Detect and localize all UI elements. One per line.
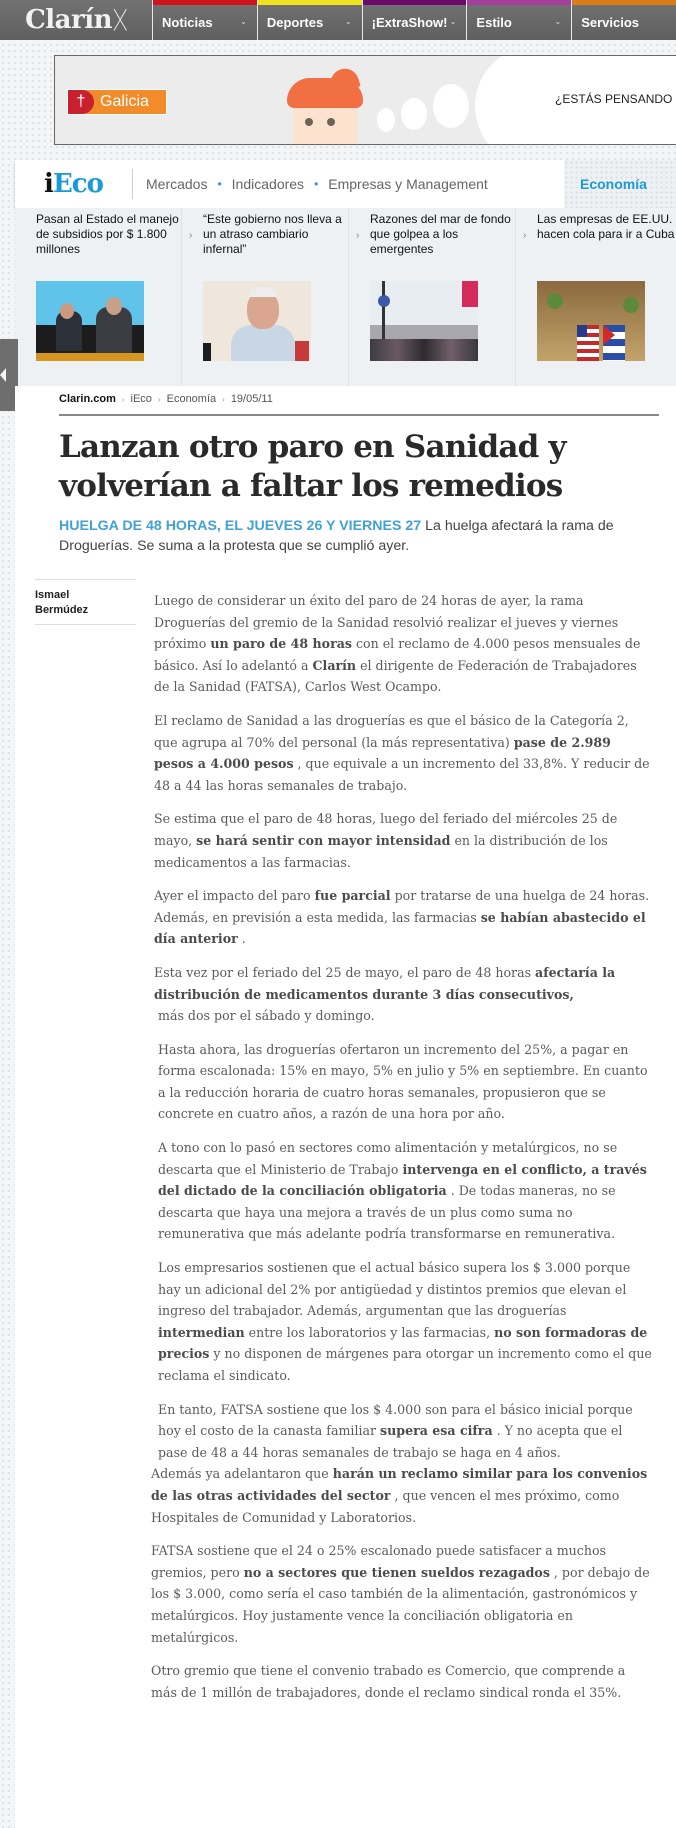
- nav-item-noticias[interactable]: [152, 0, 257, 40]
- chevron-left-icon: [0, 368, 6, 382]
- ieco-link-economia-active[interactable]: Economía: [564, 160, 676, 208]
- ieco-logo[interactable]: [15, 169, 132, 199]
- paragraph-text: Ayer el impacto del paro: [154, 888, 315, 904]
- article-paragraph: [151, 1660, 654, 1703]
- breadcrumb: [59, 393, 273, 405]
- paragraph-text: FATSA sostiene que el 24 o 25% escalonado puede satisfacer a muchos gremios, pero: [151, 1543, 607, 1580]
- article-paragraph: [154, 1039, 654, 1125]
- related-story-title[interactable]: Razones del mar de fondo que golpea a los emergentes: [370, 212, 511, 256]
- thought-bubble: [401, 98, 427, 130]
- related-stories: [15, 208, 676, 386]
- paragraph-emphasis: afectaría la distribución de medicamentos durante 3 días consecutivos,: [154, 964, 616, 1002]
- dot-separator-icon: •: [314, 177, 319, 191]
- paragraph-emphasis: intermedian: [158, 1324, 245, 1340]
- paragraph-text: Luego de considerar un éxito del paro de 24 horas de ayer, la rama Droguerías del gremio de la Sanidad resolvió realizar el jueves y viernes próximo: [154, 593, 619, 652]
- article-paragraph: [154, 808, 654, 873]
- chevron-down-icon: ⌄: [344, 17, 352, 26]
- nav-label: Estilo: [476, 14, 512, 30]
- paragraph-emphasis: pase de 2.989 pesos a 4.000 pesos: [154, 734, 611, 772]
- nav-color-bar: [467, 0, 571, 5]
- article-paragraph: [154, 1257, 654, 1387]
- chevron-right-icon: ›: [157, 394, 161, 404]
- article-paragraph: [151, 1463, 654, 1528]
- paragraph-emphasis: intervenga en el conflicto, a través del dictado de la conciliación obligatoria: [158, 1161, 647, 1199]
- paragraph-text: , que vencen el mes próximo, como Hospitales de Comunidad y Laboratorios.: [151, 1487, 620, 1525]
- thought-bubble: [433, 84, 469, 128]
- paragraph-text: Hasta ahora, las droguerías ofertaron un incremento del 25%, a pagar en forma escalonada: 15% en mayo, 5% en julio y 5% en septiembre. En cuanto a la reducción horaria de cuatro horas semanales, propusieron que se concrete en cuatro años, a razón de una hora por año.: [158, 1041, 648, 1122]
- ieco-header: [15, 160, 676, 208]
- breadcrumb-ieco[interactable]: iEco: [130, 393, 152, 405]
- ieco-link-indicadores[interactable]: Indicadores: [231, 176, 305, 192]
- related-story[interactable]: [349, 208, 516, 386]
- ieco-link-mercados[interactable]: Mercados: [146, 176, 208, 192]
- related-story-title[interactable]: Pasan al Estado el manejo de subsidios por $ 1.800 millones: [36, 212, 179, 256]
- ieco-link-empresas[interactable]: Empresas y Management: [328, 176, 488, 192]
- paragraph-text: entre los laboratorios y las farmacias,: [244, 1324, 495, 1340]
- thought-bubble: [377, 108, 395, 132]
- nav-item-servicios[interactable]: [571, 0, 676, 40]
- nav-color-bar: [572, 0, 676, 5]
- nav-item-extrashow[interactable]: [362, 0, 467, 40]
- paragraph-emphasis: supera esa cifra: [380, 1423, 493, 1439]
- nav-color-bar: [363, 0, 467, 5]
- paragraph-text: . De todas maneras, no se descarta que haya una mejora a través de un plus como suma no remunerativa que más adelante podría transformarse en remunerativa.: [158, 1183, 616, 1242]
- paragraph-text: El reclamo de Sanidad a las droguerías es que el básico de la Categoría 2, que agrupa al 70% del personal (la más representativa): [154, 712, 629, 750]
- nav-label: ¡ExtraShow!: [371, 14, 448, 30]
- paragraph-emphasis: se habían abastecido el día anterior: [154, 909, 646, 947]
- paragraph-text: En tanto, FATSA sostiene que los $ 4.000 son para el básico inicial porque hoy el costo de la canasta familiar: [158, 1401, 633, 1439]
- chevron-right-icon: ›: [121, 394, 125, 404]
- paragraph-text: Además ya adelantaron que: [151, 1466, 333, 1482]
- nav-color-bar: [258, 0, 362, 5]
- related-story-image[interactable]: [36, 281, 144, 361]
- article-paragraph: [154, 1399, 654, 1464]
- clarin-logo[interactable]: [0, 0, 152, 40]
- paragraph-text: y no disponen de márgenes para otorgar un incremento como el que reclama el sindicato.: [158, 1346, 652, 1383]
- paragraph-text: Esta vez por el feriado del 25 de mayo, el paro de 48 horas: [154, 964, 536, 980]
- related-story-image[interactable]: [203, 281, 311, 361]
- article-paragraph: [154, 962, 654, 1005]
- nav-color-bar: [153, 0, 257, 5]
- related-story[interactable]: [15, 208, 182, 386]
- paragraph-emphasis: se hará sentir con mayor intensidad: [196, 832, 451, 848]
- paragraph-text: Los empresarios sostienen que el actual básico supera los $ 3.000 porque hay un adicional del 2% por antigüedad y distintos premios que elevan el ingreso del trabajador. Además, argumentan que las droguerías: [158, 1260, 631, 1319]
- article-body: [151, 590, 654, 1715]
- ad-banner[interactable]: [54, 55, 676, 145]
- article-paragraph: [154, 1137, 654, 1245]
- paragraph-emphasis: un paro de 48 horas: [210, 636, 352, 652]
- chevron-right-icon: ›: [523, 230, 527, 241]
- ad-character-eye: [327, 118, 335, 126]
- paragraph-text: . Y no acepta que el pase de 48 a 44 horas semanales de trabajo se haga en 4 años.: [158, 1423, 623, 1460]
- paragraph-emphasis: harán un reclamo similar para los convenios de las otras actividades del sector: [151, 1466, 648, 1503]
- article-paragraph: [154, 710, 654, 796]
- chevron-down-icon: ⌄: [240, 17, 247, 26]
- ieco-logo-i: i: [44, 169, 53, 199]
- author-last-name: Bermúdez: [35, 604, 89, 616]
- paragraph-text: por tratarse de una huelga de 24 horas. Además, en previsión a esta medida, las farmacias: [154, 888, 650, 925]
- ieco-logo-eco: Eco: [52, 169, 103, 199]
- paragraph-text: el dirigente de Federación de Trabajadores de la Sanidad (FATSA), Carlos West Ocampo.: [154, 657, 637, 695]
- article: [15, 386, 676, 1828]
- article-paragraph: [151, 1540, 654, 1648]
- nav-item-estilo[interactable]: [466, 0, 571, 40]
- related-story-image[interactable]: [370, 281, 478, 361]
- divider: [59, 414, 659, 416]
- paragraph-emphasis: Clarín: [312, 657, 357, 673]
- paragraph-text: , por debajo de los $ 3.000, como sería el caso también de la alimentación, gastronómicos y metalúrgicos. Hoy justamente vence la conciliación obligatoria en metalúrgicos.: [151, 1564, 650, 1645]
- nav-label: Deportes: [266, 14, 324, 30]
- breadcrumb-economia[interactable]: Economía: [166, 393, 217, 405]
- related-story-image[interactable]: [537, 281, 645, 361]
- paragraph-text: , que equivale a un incremento del 33,8%. Y reducir de 48 a 44 las horas semanales de trabajo.: [154, 756, 650, 793]
- breadcrumb-home[interactable]: Clarin.com: [59, 393, 116, 405]
- chevron-down-icon: ⌄: [554, 17, 562, 26]
- author-first-name: Ismael: [35, 589, 70, 601]
- chevron-down-icon: ⌄: [449, 17, 457, 26]
- paragraph-emphasis: no son formadoras de precios: [158, 1324, 648, 1362]
- article-title: Lanzan otro paro en Sanidad y volverían a faltar los remedios: [59, 429, 566, 504]
- related-story-title[interactable]: “Este gobierno nos lleva a un atraso cambiario infernal”: [203, 212, 342, 256]
- chevron-right-icon: ›: [222, 394, 225, 404]
- paragraph-text: A tono con lo pasó en sectores como alimentación y metalúrgicos, no se descarta que el Ministerio de Trabajo: [158, 1140, 618, 1177]
- logo-text: Clarín: [25, 5, 113, 35]
- paragraph-emphasis: fue parcial: [314, 888, 391, 904]
- related-story-title[interactable]: Las empresas de EE.UU. hacen cola para ir a Cuba: [537, 212, 675, 241]
- ad-brand: Galicia: [100, 93, 149, 110]
- nav-label: Noticias: [162, 14, 213, 30]
- related-story[interactable]: [516, 208, 676, 386]
- article-paragraph: [154, 885, 654, 950]
- article-author[interactable]: [35, 579, 136, 625]
- article-kicker: HUELGA DE 48 HORAS, EL JUEVES 26 Y VIERNES 27: [59, 518, 422, 534]
- paragraph-text: .: [237, 931, 246, 947]
- breadcrumb-date: 19/05/11: [230, 393, 273, 405]
- article-summary-text: La huelga afectará la rama de Droguerías. Se suma a la protesta que se cumplió ayer.: [59, 518, 614, 554]
- paragraph-emphasis: no a sectores que tienen sueldos rezagados: [243, 1564, 550, 1580]
- article-paragraph: [154, 1005, 654, 1027]
- chevron-right-icon: ›: [189, 230, 193, 241]
- chevron-right-icon: ›: [356, 230, 360, 241]
- article-summary: [59, 516, 676, 556]
- paragraph-text: Se estima que el paro de 48 horas, luego del feriado del miércoles 25 de mayo,: [154, 811, 618, 848]
- related-story[interactable]: [182, 208, 349, 386]
- paragraph-text: con el reclamo de 4.000 pesos mensuales de básico. Así lo adelantó a: [154, 636, 641, 673]
- ad-character-eye: [305, 118, 313, 126]
- top-nav: [0, 0, 676, 40]
- article-paragraph: [154, 590, 654, 698]
- galicia-logo: [67, 89, 167, 115]
- paragraph-text: más dos por el sábado y domingo.: [158, 1008, 375, 1024]
- dot-separator-icon: •: [217, 177, 222, 191]
- nav-label: Servicios: [581, 14, 640, 30]
- logo-figure-icon: ᚷ: [113, 6, 127, 34]
- ad-tagline: ¿ESTÁS PENSANDO: [555, 92, 673, 106]
- sword-icon: †: [68, 90, 94, 114]
- paragraph-text: Otro gremio que tiene el convenio trabado es Comercio, que comprende a más de 1 millón de trabajadores, donde el reclamo sindical ronda el 35%.: [151, 1663, 626, 1700]
- nav-item-deportes[interactable]: [257, 0, 362, 40]
- divider: [132, 169, 133, 199]
- paragraph-text: en la distribución de los medicamentos a las farmacias.: [154, 832, 608, 870]
